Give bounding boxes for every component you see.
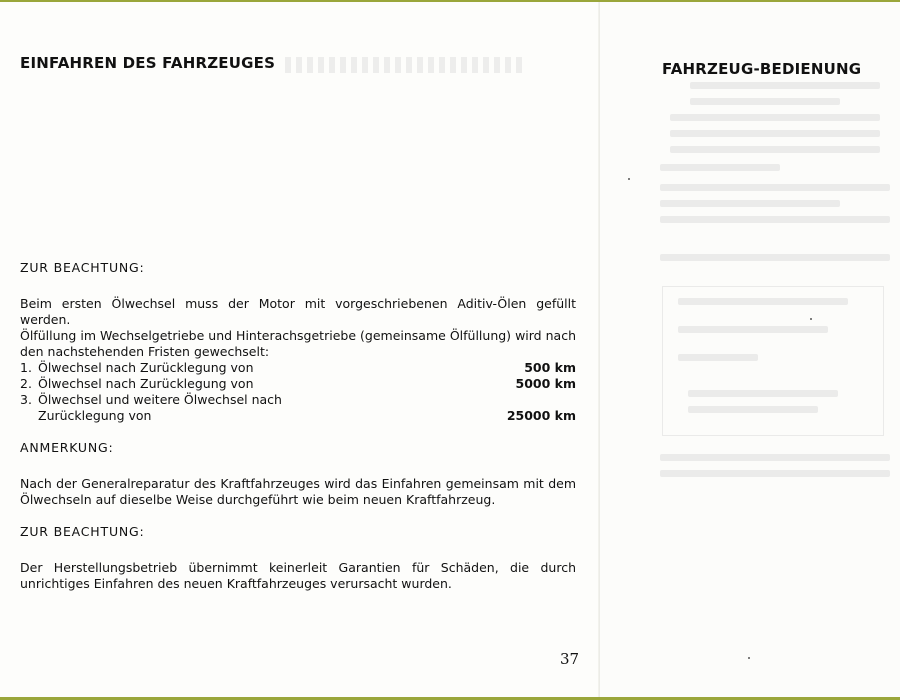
bleed-through bbox=[660, 470, 890, 477]
bleed-through bbox=[670, 146, 880, 153]
print-speck bbox=[628, 178, 630, 180]
bleed-through bbox=[678, 354, 758, 361]
page-content bbox=[20, 260, 576, 608]
paragraph: Beim ersten Ölwechsel muss der Motor mit vorgeschriebenen Aditiv-Ölen gefüllt werden. bbox=[20, 296, 576, 327]
section-heading: ANMERKUNG: bbox=[20, 440, 114, 455]
print-speck bbox=[748, 657, 750, 659]
right-page bbox=[600, 2, 900, 697]
bleed-through bbox=[688, 406, 818, 413]
bleed-through bbox=[660, 184, 890, 191]
item-text: Zurücklegung von bbox=[38, 408, 152, 423]
item-text: Ölwechsel nach Zurücklegung von bbox=[38, 376, 254, 391]
item-number: 3. bbox=[20, 392, 32, 407]
page-title: EINFAHREN DES FAHRZEUGES bbox=[20, 54, 276, 72]
bleed-through bbox=[660, 254, 890, 261]
list-item bbox=[20, 408, 576, 424]
print-smudge bbox=[285, 57, 525, 73]
left-page bbox=[0, 2, 600, 697]
section-heading: ZUR BEACHTUNG: bbox=[20, 524, 145, 539]
remark-section bbox=[20, 440, 576, 508]
item-value: 500 km bbox=[524, 360, 576, 375]
bleed-through bbox=[660, 454, 890, 461]
page-number: 37 bbox=[560, 650, 580, 668]
section-heading: ZUR BEACHTUNG: bbox=[20, 260, 145, 275]
paragraph: Der Herstellungsbetrieb übernimmt keinerleit Garantien für Schäden, die durch unrichtiges Einfahren des neuen Kraftfahrzeuges verursacht wurden. bbox=[20, 560, 576, 591]
bleed-through bbox=[690, 98, 840, 105]
bleed-through bbox=[660, 164, 780, 171]
bleed-through bbox=[660, 216, 890, 223]
bleed-through bbox=[670, 130, 880, 137]
bleed-through bbox=[670, 114, 880, 121]
bleed-through bbox=[688, 390, 838, 397]
oil-change-list bbox=[20, 360, 576, 424]
item-number: 1. bbox=[20, 360, 32, 375]
bleed-through bbox=[678, 326, 828, 333]
bleed-through bbox=[660, 200, 840, 207]
note-section-1 bbox=[20, 260, 576, 424]
list-item bbox=[20, 392, 576, 408]
item-text: Ölwechsel und weitere Ölwechsel nach bbox=[38, 392, 282, 407]
bleed-through-table bbox=[662, 286, 884, 436]
bleed-through bbox=[690, 82, 880, 89]
note-section-2 bbox=[20, 524, 576, 592]
print-speck bbox=[810, 318, 812, 320]
item-text: Ölwechsel nach Zurücklegung von bbox=[38, 360, 254, 375]
item-value: 25000 km bbox=[506, 408, 576, 423]
list-item bbox=[20, 360, 576, 376]
paragraph: Ölfüllung im Wechselgetriebe und Hinterachsgetriebe (gemeinsame Ölfüllung) wird nach den nachstehenden Fristen gewechselt: bbox=[20, 328, 576, 359]
paragraph: Nach der Generalreparatur des Kraftfahrzeuges wird das Einfahren gemeinsam mit dem Ölwechseln auf dieselbe Weise durchgeführt wie beim neuen Kraftfahrzeug. bbox=[20, 476, 576, 507]
page-title: FAHRZEUG-BEDIENUNG bbox=[662, 60, 862, 78]
bleed-through bbox=[678, 298, 848, 305]
item-value: 5000 km bbox=[515, 376, 576, 391]
item-number: 2. bbox=[20, 376, 32, 391]
list-item bbox=[20, 376, 576, 392]
